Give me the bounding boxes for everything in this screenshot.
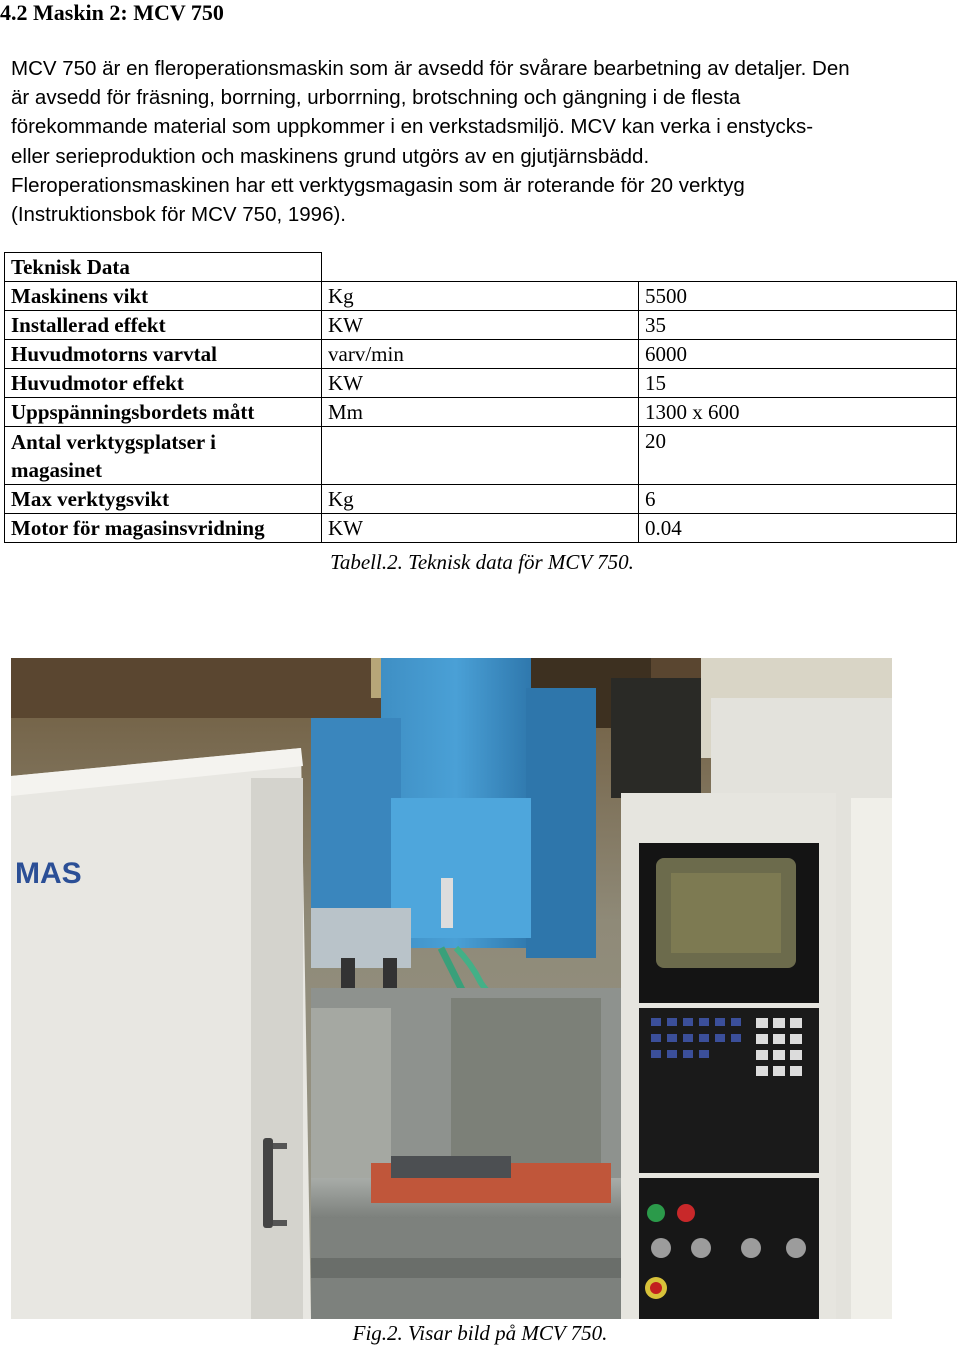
mcv-750-illustration	[11, 658, 892, 1319]
spec-name: Uppspänningsbordets mått	[11, 400, 255, 424]
spec-name-continued: magasinet	[11, 458, 102, 482]
spec-unit: Kg	[328, 284, 354, 308]
paragraph-line: MCV 750 är en fleroperationsmaskin som är avsedd för svårare bearbetning av detaljer. Den	[11, 57, 850, 80]
spec-unit: KW	[328, 516, 363, 540]
body-paragraph	[11, 54, 946, 229]
paragraph-line: Fleroperationsmaskinen har ett verktygsmagasin som är roterande för 20 verktyg	[11, 173, 745, 197]
section-heading: 4.2 Maskin 2: MCV 750	[0, 0, 224, 25]
spec-unit: Kg	[328, 487, 354, 511]
table-header-row	[5, 253, 957, 282]
spec-name: Maskinens vikt	[11, 284, 149, 308]
table-row	[5, 427, 957, 485]
paragraph-line: är avsedd för fräsning, borrning, urborrning, brotschning och gängning i de flesta	[11, 86, 741, 110]
spec-value: 5500	[645, 284, 687, 308]
table-header-cell: Teknisk Data	[5, 253, 322, 282]
spec-value: 20	[645, 429, 666, 453]
spec-value: 15	[645, 371, 666, 395]
paragraph-line: eller serieproduktion och maskinens grund utgörs av en gjutjärnsbädd.	[11, 144, 650, 168]
empty-cell	[322, 253, 639, 282]
spec-name: Motor för magasinsvridning	[11, 516, 265, 540]
table-row	[5, 369, 957, 398]
mas-logo	[11, 843, 91, 893]
empty-cell	[639, 253, 957, 282]
table-row	[5, 514, 957, 543]
table-row	[5, 282, 957, 311]
paragraph-line: (Instruktionsbok för MCV 750, 1996).	[11, 203, 346, 227]
spec-value: 0.04	[645, 516, 682, 540]
table-row	[5, 340, 957, 369]
spec-value: 6	[645, 487, 656, 511]
svg-text:MAS: MAS	[15, 857, 82, 890]
spec-unit: KW	[328, 371, 363, 395]
paragraph-line: förekommande material som uppkommer i en verkstadsmiljö. MCV kan verka i enstycks-	[11, 115, 814, 139]
spec-name: Huvudmotorns varvtal	[11, 342, 217, 366]
spec-name: Max verktygsvikt	[11, 487, 170, 511]
spec-name: Antal verktygsplatser i	[11, 430, 216, 454]
spec-unit: varv/min	[328, 342, 404, 366]
spec-value: 35	[645, 313, 666, 337]
spec-name: Huvudmotor effekt	[11, 371, 184, 395]
table-caption: Tabell.2. Teknisk data för MCV 750.	[330, 550, 634, 574]
table-row	[5, 485, 957, 514]
technical-data-table	[4, 252, 957, 543]
machine-photo	[11, 658, 892, 1319]
spec-name: Installerad effekt	[11, 313, 166, 337]
spec-unit: KW	[328, 313, 363, 337]
figure-caption: Fig.2. Visar bild på MCV 750.	[352, 1321, 608, 1345]
spec-unit: Mm	[328, 400, 364, 424]
spec-value: 6000	[645, 342, 687, 366]
spec-value: 1300 x 600	[645, 400, 740, 424]
table-row	[5, 398, 957, 427]
table-row	[5, 311, 957, 340]
